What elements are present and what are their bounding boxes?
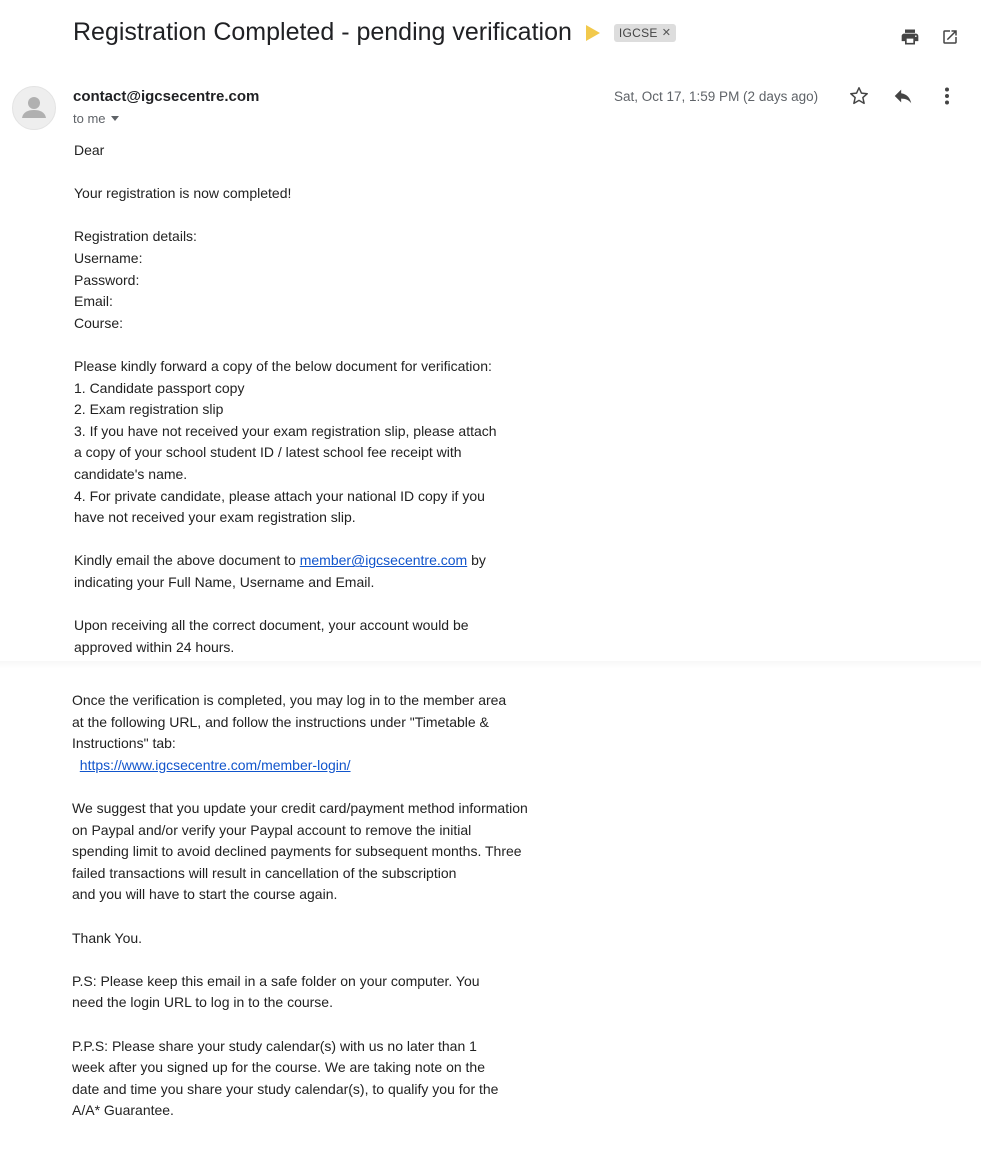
label-chip[interactable] [614,24,676,42]
payment-text: spending limit to avoid declined payments for subsequent months. Three [72,843,522,860]
greeting: Dear [74,142,105,158]
sender-email[interactable]: contact@igcsecentre.com [73,88,260,105]
person-avatar-icon [12,86,56,130]
reply-icon[interactable] [892,85,914,107]
pps-note [72,1036,528,1122]
verification-text: Once the verification is completed, you may log in to the member area [72,692,507,708]
email-subject: Registration Completed - pending verification [73,18,572,46]
payment-text: and you will have to start the course again. [72,886,338,903]
thread-actions [899,26,961,48]
registration-details [74,226,497,334]
thanks-line: Thank You. [72,929,143,946]
document-item: 3. If you have not received your exam registration slip, please attach [74,422,497,439]
documents-list [74,356,497,529]
remove-label-icon[interactable]: ✕ [661,27,672,39]
document-item: a copy of your school student ID / latest school fee receipt with [74,444,462,461]
member-login-link[interactable]: https://www.igcsecentre.com/member-login/ [79,756,351,773]
email-body-part-1 [74,140,497,658]
pps-text: P.P.S: Please share your study calendar(s) with us no later than 1 [72,1037,477,1054]
approval-text: approved within 24 hours. [74,638,235,655]
payment-text: failed transactions will result in cancellation of the subscription [72,864,457,881]
document-item: 1. Candidate passport copy [74,379,245,396]
pps-text: week after you signed up for the course. We are taking note on the [72,1059,485,1076]
more-vertical-icon[interactable] [936,85,958,107]
documents-intro: Please kindly forward a copy of the below document for verification: [74,357,492,374]
important-marker-icon[interactable] [586,25,600,41]
email-instruction-text: by [467,552,486,569]
approval-text: Upon receiving all the correct document, your account would be [74,617,469,634]
details-heading: Registration details: [74,228,197,245]
document-item: have not received your exam registration slip. [74,509,356,526]
pps-text: A/A* Guarantee. [72,1102,174,1119]
label-chip-text: IGCSE [618,25,658,40]
recipient-text: to me [73,111,106,126]
detail-username: Username: [74,249,143,266]
ps-text: P.S: Please keep this email in a safe folder on your computer. You [72,972,480,989]
divider [0,661,981,669]
email-instruction [74,550,497,593]
payment-text: We suggest that you update your credit card/payment method information [72,799,528,816]
detail-password: Password: [74,271,140,288]
verification-text: Instructions" tab: [72,735,176,752]
recipient-line[interactable] [73,111,119,126]
verification-text: at the following URL, and follow the instructions under "Timetable & [72,713,489,730]
document-item: candidate's name. [74,465,188,482]
ps-note [72,971,528,1014]
open-in-new-window-icon[interactable] [939,26,961,48]
payment-text: on Paypal and/or verify your Paypal account to remove the initial [72,821,472,838]
payment-note [72,798,528,906]
document-item: 2. Exam registration slip [74,401,224,418]
email-instruction-text: indicating your Full Name, Username and Email. [74,573,375,590]
chevron-down-icon[interactable] [111,116,119,121]
intro-line: Your registration is now completed! [74,185,292,202]
star-icon[interactable] [848,85,870,107]
verification-note [72,690,528,776]
subject-row [73,18,676,47]
pps-text: date and time you share your study calendar(s), to qualify you for the [72,1080,499,1097]
ps-text: need the login URL to log in to the course. [72,994,333,1011]
document-item: 4. For private candidate, please attach your national ID copy if you [74,487,485,504]
email-body-part-2 [72,690,528,1122]
email-date: Sat, Oct 17, 1:59 PM (2 days ago) [614,89,819,104]
detail-course: Course: [74,314,124,331]
email-instruction-text: Kindly email the above document to [74,552,300,569]
print-icon[interactable] [899,26,921,48]
member-email-link[interactable]: member@igcsecentre.com [299,552,468,569]
approval-note [74,615,497,658]
message-actions [848,85,958,107]
detail-email: Email: [74,293,113,310]
